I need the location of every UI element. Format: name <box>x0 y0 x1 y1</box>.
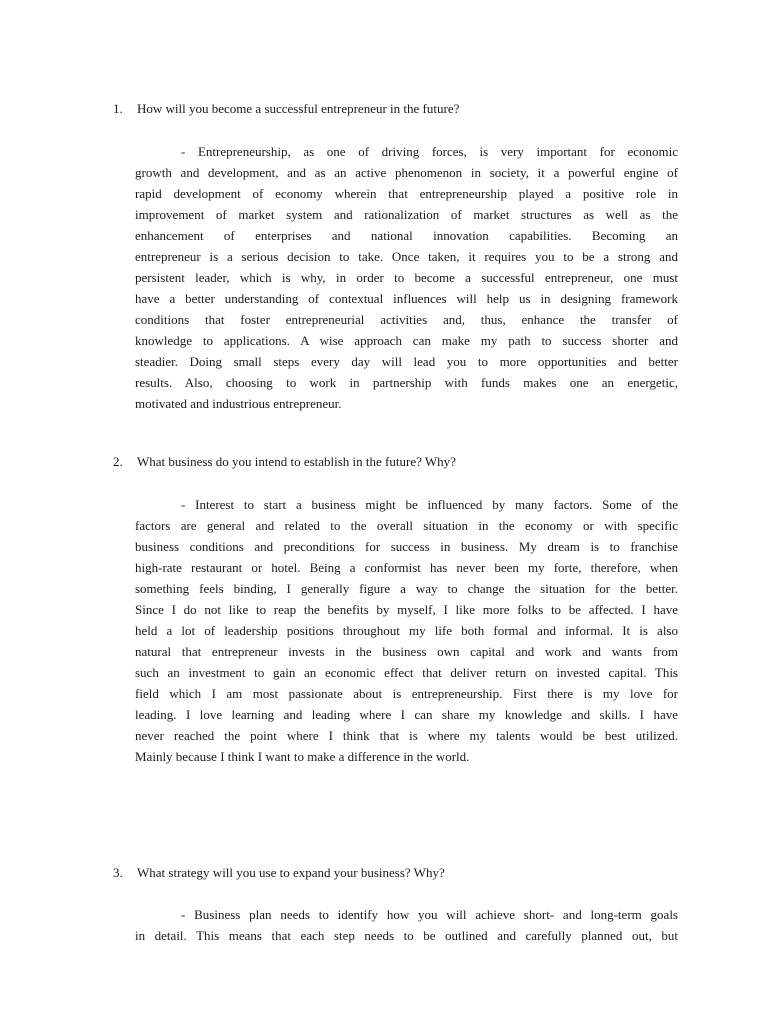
question-number: 3. <box>113 865 123 880</box>
answer-line: in detail. This means that each step needs to be outlined and carefully planned out, but <box>135 928 678 943</box>
question-text: What business do you intend to establish in the future? Why? <box>137 454 456 469</box>
question-number: 2. <box>113 454 123 469</box>
answer-line: growth and development, and as an active phenomenon in society, it a powerful engine of <box>135 165 678 180</box>
answer-line: never reached the point where I think that is where my talents would be best utilized. <box>135 728 678 743</box>
answer-line: high-rate restaurant or hotel. Being a conformist has never been my forte, therefore, when <box>135 560 678 575</box>
answer-line: conditions that foster entrepreneurial activities and, thus, enhance the transfer of <box>135 312 678 327</box>
answer-2-paragraph <box>135 494 678 767</box>
answer-line: held a lot of leadership positions throughout my life both formal and informal. It is also <box>135 623 678 638</box>
answer-line: natural that entrepreneur invests in the business own capital and work and wants from <box>135 644 678 659</box>
question-3-heading <box>113 865 445 880</box>
answer-line: - Interest to start a business might be influenced by many factors. Some of the <box>181 497 678 512</box>
answer-line: factors are general and related to the overall situation in the economy or with specific <box>135 518 678 533</box>
question-text: What strategy will you use to expand your business? Why? <box>137 865 445 880</box>
answer-line: improvement of market system and rationalization of market structures as well as the <box>135 207 678 222</box>
answer-line: Since I do not like to reap the benefits by myself, I like more folks to be affected. I have <box>135 602 678 617</box>
question-1-heading <box>113 101 459 116</box>
question-number: 1. <box>113 101 123 116</box>
answer-line: business conditions and preconditions for success in business. My dream is to franchise <box>135 539 678 554</box>
answer-3-paragraph <box>135 904 678 946</box>
answer-line: knowledge to applications. A wise approach can make my path to success shorter and <box>135 333 678 348</box>
answer-line: motivated and industrious entrepreneur. <box>135 396 342 411</box>
answer-line: entrepreneur is a serious decision to take. Once taken, it requires you to be a strong and <box>135 249 678 264</box>
answer-line: steadier. Doing small steps every day will lead you to more opportunities and better <box>135 354 678 369</box>
answer-line: results. Also, choosing to work in partnership with funds makes one an energetic, <box>135 375 678 390</box>
answer-1-paragraph <box>135 141 678 414</box>
answer-line: Mainly because I think I want to make a difference in the world. <box>135 749 470 764</box>
answer-line: - Business plan needs to identify how you will achieve short- and long-term goals <box>181 907 678 922</box>
question-text: How will you become a successful entrepreneur in the future? <box>137 101 460 116</box>
answer-line: - Entrepreneurship, as one of driving forces, is very important for economic <box>181 144 678 159</box>
answer-line: leading. I love learning and leading where I can share my knowledge and skills. I have <box>135 707 678 722</box>
answer-line: have a better understanding of contextual influences will help us in designing framework <box>135 291 678 306</box>
answer-line: something feels binding, I generally figure a way to change the situation for the better. <box>135 581 678 596</box>
answer-line: rapid development of economy wherein that entrepreneurship played a positive role in <box>135 186 678 201</box>
answer-line: such an investment to gain an economic effect that deliver return on invested capital. This <box>135 665 678 680</box>
question-2-heading <box>113 454 456 469</box>
answer-line: persistent leader, which is why, in order to become a successful entrepreneur, one must <box>135 270 678 285</box>
answer-line: enhancement of enterprises and national innovation capabilities. Becoming an <box>135 228 678 243</box>
answer-line: field which I am most passionate about is entrepreneurship. First there is my love for <box>135 686 678 701</box>
